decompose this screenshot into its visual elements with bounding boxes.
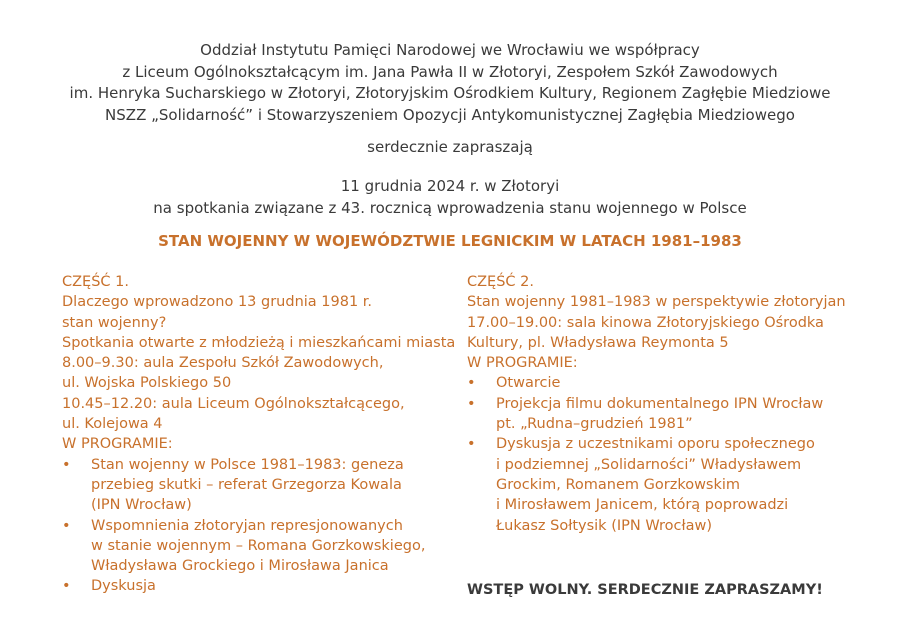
list-item-line: Stan wojenny w Polsce 1981–1983: geneza xyxy=(91,456,404,473)
list-item xyxy=(467,373,867,393)
part-2-heading: CZĘŚĆ 2. xyxy=(467,274,534,290)
part-1-line: ul. Kolejowa 4 xyxy=(62,416,163,433)
part-1-line: Spotkania otwarte z młodzieżą i mieszkańcami miasta xyxy=(62,334,456,351)
list-item-line: Dyskusja z uczestnikami oporu społecznego xyxy=(496,436,815,453)
intro-line: Oddział Instytutu Pamięci Narodowej we Wrocławiu we współpracy xyxy=(200,41,700,59)
part-1-line: Dlaczego wprowadzono 13 grudnia 1981 r. xyxy=(62,294,373,311)
list-item-line: Władysława Grockiego i Mirosława Janica xyxy=(91,558,389,575)
part-2-line: 17.00–19.00: sala kinowa Złotoryjskiego Ośrodka xyxy=(467,314,824,331)
list-item-line: Wspomnienia złotoryjan represjonowanych xyxy=(91,517,403,534)
intro-line: NSZZ „Solidarność” i Stowarzyszeniem Opozycji Antykomunistycznej Zagłębia Miedziowego xyxy=(105,105,795,124)
list-item-line: Dyskusja xyxy=(91,578,156,595)
part-1-line: 10.45–12.20: aula Liceum Ogólnokształcącego, xyxy=(62,395,405,412)
list-item-line: przebieg skutki – referat Grzegorza Kowala xyxy=(91,476,402,493)
part-2-program-list xyxy=(467,373,867,535)
list-item-line: Grockim, Romanem Gorzkowskim xyxy=(496,476,741,493)
part-2-line: Kultury, pl. Władysława Reymonta 5 xyxy=(467,334,729,351)
list-item-line: i Mirosławem Janicem, którą poprowadzi xyxy=(496,497,789,514)
bullet-icon: • xyxy=(467,375,476,392)
list-item xyxy=(62,516,452,577)
event-date-block xyxy=(0,176,900,219)
bullet-icon: • xyxy=(62,517,71,534)
list-item xyxy=(62,455,452,516)
event-subject: na spotkania związane z 43. rocznicą wprowadzenia stanu wojennego w Polsce xyxy=(153,198,747,217)
bullet-icon: • xyxy=(467,395,476,412)
list-item xyxy=(467,434,867,535)
invite-text: serdecznie zapraszają xyxy=(367,138,533,156)
list-item xyxy=(467,394,867,435)
event-date: 11 grudnia 2024 r. w Złotoryi xyxy=(340,177,560,195)
list-item-line: pt. „Rudna–grudzień 1981” xyxy=(496,416,693,433)
intro-organizers xyxy=(0,40,900,126)
event-title: STAN WOJENNY W WOJEWÓDZTWIE LEGNICKIM W LATACH 1981–1983 xyxy=(158,232,742,250)
part-1-program-list xyxy=(62,455,452,597)
list-item-line: i podziemnej „Solidarności” Władysławem xyxy=(496,456,802,473)
part-1-line: stan wojenny? xyxy=(62,314,167,331)
bullet-icon: • xyxy=(62,578,71,595)
part-2-program-label: W PROGRAMIE: xyxy=(467,355,578,372)
bullet-icon: • xyxy=(62,456,71,473)
part-1-line: 8.00–9.30: aula Zespołu Szkół Zawodowych, xyxy=(62,355,384,372)
list-item-line: Otwarcie xyxy=(496,375,561,392)
part-2-line: Stan wojenny 1981–1983 w perspektywie złotoryjan xyxy=(467,294,846,311)
bullet-icon: • xyxy=(467,436,476,453)
part-1-heading: CZĘŚĆ 1. xyxy=(62,274,129,290)
list-item-line: Projekcja filmu dokumentalnego IPN Wrocław xyxy=(496,395,824,412)
free-entry-note: WSTĘP WOLNY. SERDECZNIE ZAPRASZAMY! xyxy=(467,582,823,598)
list-item-line: Łukasz Sołtysik (IPN Wrocław) xyxy=(496,517,713,534)
list-item-line: w stanie wojennym – Romana Gorzkowskiego, xyxy=(91,537,426,554)
part-1-column xyxy=(62,272,456,597)
part-2-column xyxy=(467,272,867,536)
list-item-line: (IPN Wrocław) xyxy=(91,497,192,514)
intro-line: im. Henryka Sucharskiego w Złotoryi, Złotoryjskim Ośrodkiem Kultury, Regionem Zagłębie Miedziowe xyxy=(69,84,831,102)
list-item xyxy=(62,576,452,596)
part-1-line: ul. Wojska Polskiego 50 xyxy=(62,375,232,392)
intro-line: z Liceum Ogólnokształcącym im. Jana Pawła II w Złotoryi, Zespołem Szkół Zawodowych xyxy=(122,62,778,81)
part-1-program-label: W PROGRAMIE: xyxy=(62,436,173,453)
